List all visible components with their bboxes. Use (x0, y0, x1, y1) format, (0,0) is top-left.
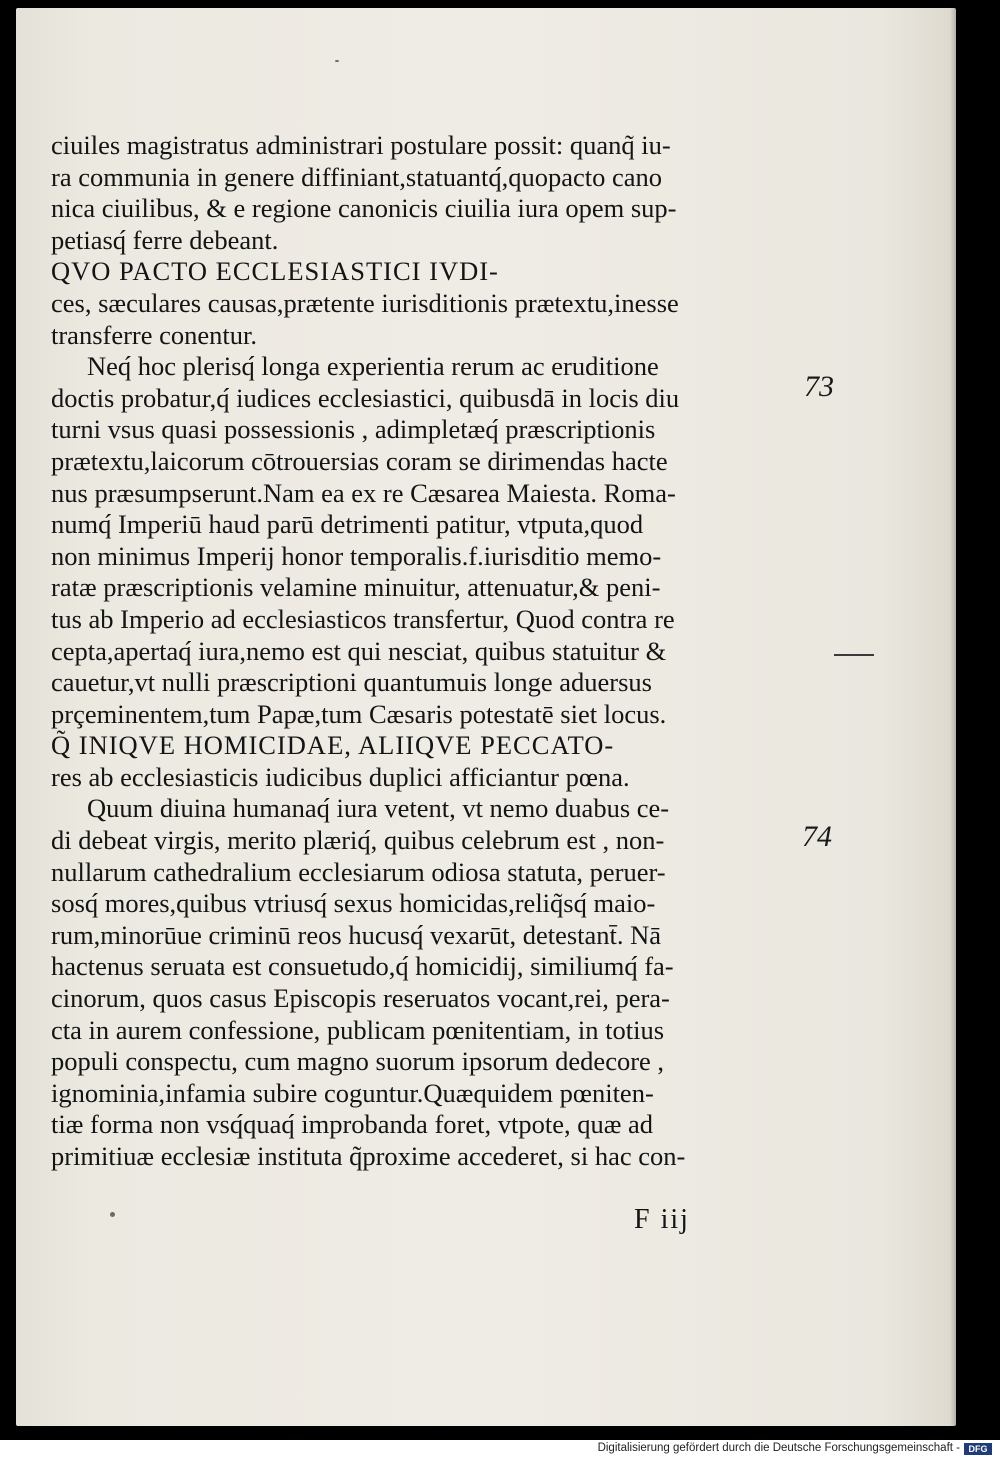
text-line: ra communia in genere diffiniant,statuantq́,quopacto cano (51, 161, 663, 192)
page-text-block (51, 130, 811, 1173)
text-line: nus præsumpserunt.Nam ea ex re Cæsarea Maiesta. Roma- (51, 477, 676, 508)
text-line: cta in aurem confessione, publicam pœnitentiam, in totius (51, 1014, 665, 1045)
signature-mark: F iij (634, 1204, 690, 1235)
text-line: ignominia,infamia subire coguntur.Quæquidem pœniten- (51, 1077, 654, 1108)
text-line: doctis probatur,q́ iudices ecclesiastici, quibusdā in locis diu (51, 382, 680, 413)
text-line: Neq́ hoc plerisq́ longa experientia rerum ac eruditione (87, 351, 659, 382)
section-heading-line: Q̃ INIQVE HOMICIDAE, ALIIQVE PECCATO- (51, 730, 615, 761)
dfg-logo-icon: DFG (964, 1443, 992, 1455)
text-line: tiæ forma non vsq́quaq́ improbanda foret, vtpote, quæ ad (51, 1109, 654, 1140)
text-line: nullarum cathedralium ecclesiarum odiosa statuta, peruer- (51, 856, 666, 887)
text-line: non minimus Imperij honor temporalis.f.iurisditio memo- (51, 540, 662, 571)
text-line: ratæ præscriptionis velamine minuitur, attenuatur,& peni- (51, 572, 661, 603)
margin-number-73: 73 (804, 370, 834, 403)
text-line: turni vsus quasi possessionis , adimpletæq́ præscriptionis (51, 414, 656, 445)
text-line: rum,minorūue criminū reos hucusq́ vexarūt, detestant̄. Nā (51, 919, 662, 950)
text-line: cepta,apertaq́ iura,nemo est qui nesciat, quibus statuitur & (51, 635, 667, 666)
text-line: primitiuæ ecclesiæ instituta q̃proxime accederet, si hac con- (51, 1141, 686, 1171)
text-line: numq́ Imperiū haud parū detrimenti patitur, vtputa,quod (51, 509, 644, 540)
text-line: cinorum, quos casus Episcopis reseruatos vocant,rei, pera- (51, 983, 670, 1014)
section-heading-line: QVO PACTO ECCLESIASTICI IVDI- (51, 256, 499, 287)
text-line: prçeminentem,tum Papæ,tum Cæsaris potestatē siet locus. (51, 698, 667, 729)
text-line: populi conspectu, cum magno suorum ipsorum dedecore , (51, 1046, 665, 1077)
paper-speck (110, 1212, 115, 1217)
page-edge-shadow (950, 8, 956, 1426)
text-line: nica ciuilibus, & e regione canonicis ciuilia iura opem sup- (51, 193, 677, 224)
margin-rule (834, 654, 874, 656)
funding-credit: Digitalisierung gefördert durch die Deutsche Forschungsgemeinschaft - (597, 1442, 960, 1454)
text-line: tus ab Imperio ad ecclesiasticos transfertur, Quod contra re (51, 603, 675, 634)
text-line: res ab ecclesiasticis iudicibus duplici afficiantur pœna. (51, 761, 630, 792)
text-line: petiasq́ ferre debeant. (51, 224, 279, 255)
text-line: transferre conentur. (51, 319, 258, 350)
text-line: prætextu,laicorum cōtrouersias coram se dirimendas hacte (51, 445, 668, 476)
text-line: di debeat virgis, merito plæriq́, quibus celebrum est , non- (51, 825, 665, 856)
text-line: ciuiles magistratus administrari postulare possit: quanq̃ iu- (51, 130, 671, 160)
book-page (16, 8, 956, 1426)
margin-number-74: 74 (802, 820, 832, 853)
text-line: sosq́ mores,quibus vtriusq́ sexus homicidas,reliq̃sq́ maio- (51, 888, 656, 919)
text-line: Quum diuina humanaq́ iura vetent, vt nemo duabus ce- (87, 793, 670, 824)
paper-speck (335, 60, 339, 62)
text-line: cauetur,vt nulli præscriptioni quantumuis longe aduersus (51, 667, 652, 698)
footer-bar (0, 1440, 1000, 1460)
text-line: hactenus seruata est consuetudo,q́ homicidij, similiumq́ fa- (51, 951, 674, 982)
text-line: ces, sæculares causas,prætente iurisditionis prætextu,inesse (51, 287, 679, 318)
